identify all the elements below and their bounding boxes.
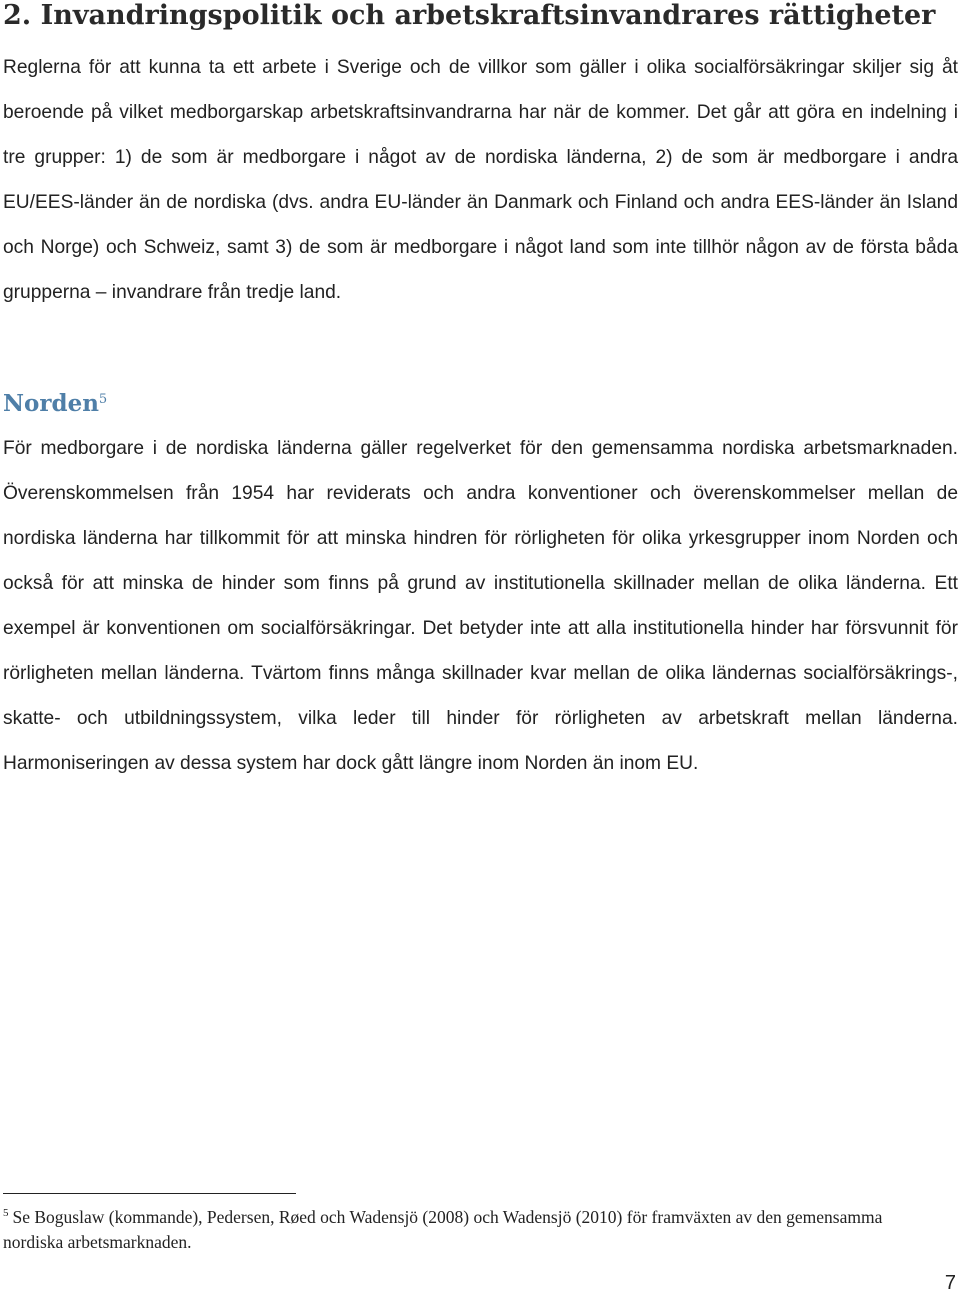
norden-paragraph: För medborgare i de nordiska länderna gäller regelverket för den gemensamma nordiska arbetsmarknaden. Överenskommelsen från 1954 har reviderats och andra konventioner och överenskommelser mellan de nordiska länderna har tillkommit för att minska hindren för rörligheten för olika yrkesgrupper inom Norden och också för att minska de hinder som finns på grund av institutionella skillnader mellan de olika länderna. Ett exempel är konventionen om socialförsäkringar. Det betyder inte att alla institutionella hinder har försvunnit för rörligheten mellan länderna. Tvärtom finns många skillnader kvar mellan de olika ländernas socialförsäkrings-, skatte- och utbildningssystem, vilka leder till hinder för rörligheten av arbetskraft mellan länderna. Harmoniseringen av dessa system har dock gått längre inom Norden än inom EU. xyxy=(3,438,958,774)
footnote-reference[interactable]: 5 xyxy=(98,392,108,407)
intro-paragraph: Reglerna för att kunna ta ett arbete i Sverige och de villkor som gäller i olika socialförsäkringar skiljer sig åt beroende på vilket medborgarskap arbetskraftsinvandrarna har när de kommer. Det går att göra en indelning i tre grupper: 1) de som är medborgare i något av de nordiska länderna, 2) de som är medborgare i andra EU/EES-länder än de nordiska (dvs. andra EU-länder än Danmark och Finland och andra EES-länder än Island och Norge) och Schweiz, samt 3) de som är medborgare i något land som inte tillhör någon av de första båda grupperna – invandrare från tredje land. xyxy=(3,57,958,303)
footnote-divider xyxy=(3,1193,296,1194)
page-number: 7 xyxy=(944,1272,956,1294)
footnote-text: Se Boguslaw (kommande), Pedersen, Røed och Wadensjö (2008) och Wadensjö (2010) för framväxten av den gemensamma nordiska arbetsmarknaden. xyxy=(3,1207,883,1252)
section-heading-norden xyxy=(3,380,107,424)
chapter-title: 2. Invandringspolitik och arbetskraftsinvandrares rättigheter xyxy=(3,0,936,31)
footnote xyxy=(3,1201,943,1255)
footnote-number: 5 xyxy=(3,1207,9,1219)
section-heading-text: Norden xyxy=(3,390,99,417)
